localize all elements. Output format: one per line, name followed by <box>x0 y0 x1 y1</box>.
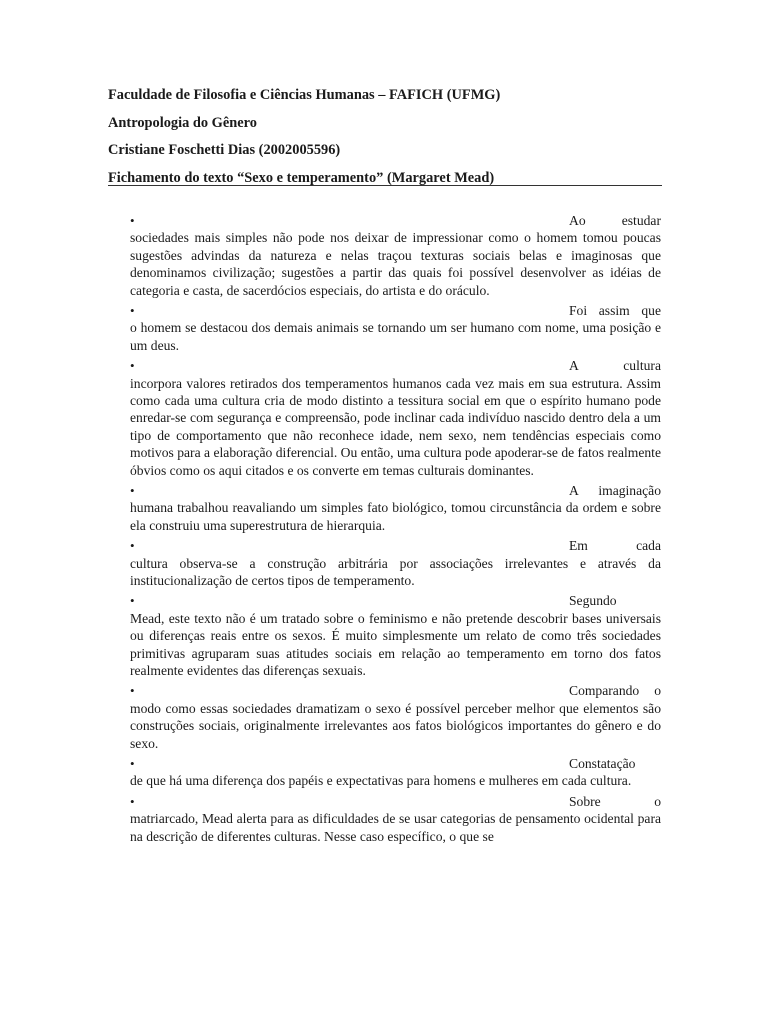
document-title: Fichamento do texto “Sexo e temperamento” (Margaret Mead) <box>108 169 495 186</box>
list-item-lead: Constatação <box>569 756 636 772</box>
list-item-lead: A cultura <box>569 358 661 374</box>
list-item-first-line <box>130 482 661 499</box>
bullet-icon: • <box>130 538 135 554</box>
list-item-first-line <box>130 592 661 609</box>
author-line: Cristiane Foschetti Dias (2002005596) <box>108 142 341 158</box>
list-item <box>130 682 661 752</box>
list-item-text: o homem se destacou dos demais animais se tornando um ser humano com nome, uma posição e um deus. <box>130 320 661 353</box>
list-item-first-line <box>130 793 661 810</box>
list-item <box>130 592 661 679</box>
list-item-text: sociedades mais simples não pode nos deixar de impressionar como o homem tomou poucas sugestões advindas da natureza e nelas traçou texturas sociais belas e imaginosas que denominamos civilização; sugestões a partir das quais foi possível desenvolver as idéias de categoria e casta, de sacerdócios especiais, do artista e do oráculo. <box>130 230 661 298</box>
bullet-icon: • <box>130 593 135 609</box>
list-item-text: cultura observa-se a construção arbitrária por associações irrelevantes e através da institucionalização de certos tipos de temperamento. <box>130 555 661 589</box>
list-item <box>130 482 661 534</box>
list-item-lead: Segundo <box>569 593 617 609</box>
list-item <box>130 793 661 845</box>
bullet-icon: • <box>130 483 135 499</box>
list-item-lead: Comparando o <box>569 683 661 699</box>
list-item-text: de que há uma diferença dos papéis e expectativas para homens e mulheres em cada cultura. <box>130 773 632 789</box>
list-item-text: Mead, este texto não é um tratado sobre o feminismo e não pretende descobrir bases universais ou diferenças reais entre os sexos. É muito simplesmente um relato de como três sociedades primitivas agruparam suas atitudes sociais em relação ao temperamento em torno dos fatos realmente evidentes das diferenças sexuais. <box>130 610 661 679</box>
list-item-lead: Sobre o <box>569 793 661 809</box>
list-item <box>130 357 661 479</box>
list-item <box>130 755 661 790</box>
bullet-icon: • <box>130 213 135 228</box>
list-item <box>130 537 661 589</box>
list-item-first-line <box>130 302 661 319</box>
list-item-text: modo como essas sociedades dramatizam o sexo é possível perceber melhor que elementos são construções sociais, originalmente irrelevantes aos fatos biológicos importantes do gênero e do sexo. <box>130 700 661 751</box>
list-item-first-line <box>130 537 661 554</box>
list-item-first-line <box>130 682 661 699</box>
document-header <box>108 86 662 187</box>
course-line: Antropologia do Gênero <box>108 114 257 131</box>
list-item-text: incorpora valores retirados dos temperamentos humanos cada vez mais em sua estrutura. Assim como cada uma cultura cria de modo distinto a tessitura social em que o espírito humano pode enredar-se com segurança e compreensão, pode inclinar cada indivíduo nascido dentro dela a um tipo de comportamento que não reconhece idade, nem sexo, nem tendências especiais como motivos para a elaboração diferencial. Ou então, uma cultura pode apoderar-se de fatos realmente óbvios como os aqui citados e os converte em temas culturais dominantes. <box>130 375 661 478</box>
list-item-text: matriarcado, Mead alerta para as dificuldades de se usar categorias de pensamento ocidental para na descrição de diferentes culturas. Nesse caso específico, o que se <box>130 811 661 844</box>
list-item-lead: A imaginação <box>569 483 661 499</box>
list-item <box>130 212 661 299</box>
bullet-icon: • <box>130 793 135 809</box>
list-item-first-line <box>130 212 661 229</box>
bullet-list <box>130 212 661 845</box>
header-divider <box>108 185 662 186</box>
list-item-lead: Foi assim que <box>569 303 661 319</box>
bullet-icon: • <box>130 303 135 319</box>
list-item-text: humana trabalhou reavaliando um simples fato biológico, tomou circunstância da ordem e sobre ela construiu uma superestrutura de hierarquia. <box>130 500 661 533</box>
list-item-lead: Ao estudar <box>569 213 661 228</box>
institution-line: Faculdade de Filosofia e Ciências Humanas – FAFICH (UFMG) <box>108 87 501 103</box>
list-item-first-line <box>130 755 661 772</box>
bullet-icon: • <box>130 683 135 699</box>
list-item-lead: Em cada <box>569 538 661 554</box>
bullet-icon: • <box>130 756 135 772</box>
list-item-first-line <box>130 357 661 374</box>
bullet-icon: • <box>130 358 135 374</box>
list-item <box>130 302 661 354</box>
